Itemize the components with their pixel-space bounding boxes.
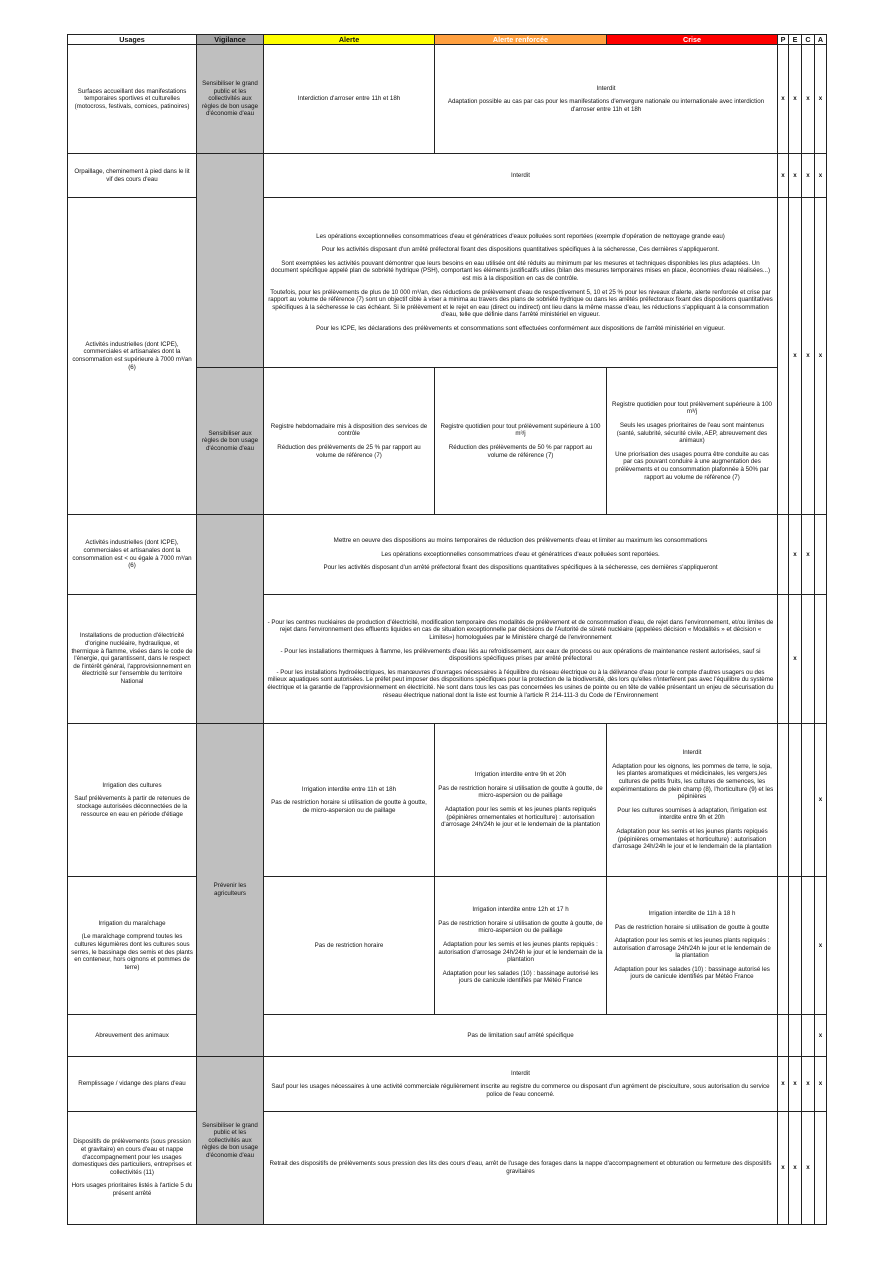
mark-p — [778, 1015, 789, 1057]
measure-text: Les opérations exceptionnelles consommatrices d'eau et génératrices d'eaux polluées sont reportées. — [381, 550, 660, 558]
mark-e: x — [789, 595, 802, 724]
measure-text: Adaptation possible au cas par cas pour les manifestations d'envergure nationale ou internationale avec interdiction d'arroser entre 11h et 18h — [447, 98, 765, 113]
measure-text: Adaptation pour les semis et les jeunes plants repiqués (pépinières ornementales et horticulture) : autorisation d'arrosage 24h/24h le jour et le lendemain de la plantation — [612, 827, 772, 851]
measure-text: Adaptation pour les oignons, les pommes de terre, le soja, les plantes aromatiques et médicinales, les vergers,les cultures de petits fruits, les cultures de semences, les expérimentations de plein champ (8), l'horticulture (9) et les pépinières — [610, 762, 774, 801]
mark-e — [789, 1015, 802, 1057]
usage-note: (Le maraîchage comprend toutes les cultures légumières dont les cultures sous serres, le bassinage des semis et des plants en conteneur, hors oignons et pommes de terre) — [71, 933, 193, 971]
mark-p — [778, 724, 789, 877]
header-crise: Crise — [607, 35, 778, 45]
vigilance-cell: Sensibiliser aux règles de bon usage d'économie d'eau — [197, 368, 264, 515]
measure-text: Pour les ICPE, les déclarations des prélèvements et consommations sont effectuées conformément aux dispositions de l'arrêté ministériel en vigueur. — [316, 324, 725, 332]
measure-text: Adaptation pour les semis et les jeunes plants repiqués (pépinières ornementales et horticulture) : autorisation d'arrosage 24h/24h le jour et le lendemain de la plantation — [440, 806, 601, 829]
mark-e: x — [789, 45, 802, 154]
mark-p — [778, 595, 789, 724]
measure-cell: Interdit — [264, 154, 778, 198]
header-usages: Usages — [68, 35, 197, 45]
measure-text: Pour les cultures soumises à adaptation, l'irrigation est interdite entre 9h et 20h — [617, 806, 767, 822]
mark-p: x — [778, 1112, 789, 1225]
mark-a — [815, 1112, 827, 1225]
mark-p — [778, 877, 789, 1015]
alerte-cell: Pas de restriction horaire — [264, 877, 435, 1015]
alerte-cell: Interdiction d'arroser entre 11h et 18h — [264, 45, 435, 154]
usage-title: Irrigation des cultures — [102, 781, 162, 789]
measure-cell — [264, 1057, 778, 1112]
header-a: A — [815, 35, 827, 45]
measure-text: - Pour les installations thermiques à flamme, les prélèvements d'eau liés au refroidissement, aux eaux de process ou aux opérations de maintenance restent autorisées, sauf si dispositions spécifiques prises par arrêté préfectoral — [280, 647, 761, 663]
table-row — [68, 45, 827, 154]
usage-cell: Remplissage / vidange des plans d'eau — [68, 1057, 197, 1112]
mark-e: x — [789, 1057, 802, 1112]
alerte-renforcee-cell — [435, 368, 607, 515]
usage-cell — [68, 877, 197, 1015]
usage-note: Sauf prélèvements à partir de retenues de stockage autorisées déconnectées de la ressource en eau en période d'étiage — [74, 795, 190, 818]
measure-text: Seuls les usages prioritaires de l'eau sont maintenus (santé, salubrité, sécurité civile, AEP, abreuvement des animaux) — [616, 422, 768, 445]
usage-cell: Abreuvement des animaux — [68, 1015, 197, 1057]
table-row — [68, 1112, 827, 1225]
mark-e: x — [789, 1112, 802, 1225]
mark-p — [778, 198, 789, 515]
mark-c — [802, 1015, 815, 1057]
mark-c — [802, 724, 815, 877]
crise-cell — [607, 368, 778, 515]
measure-text: Sauf pour les usages nécessaires à une activité commerciale régulièrement inscrite au registre du commerce ou disposant d'un agrément de pisciculture, sous autorisation du service police de l'eau concerné. — [271, 1083, 770, 1098]
mark-a — [815, 595, 827, 724]
measure-text: Adaptation pour les semis et les jeunes plants repiqués : autorisation d'arrosage 24h/24h le jour et le lendemain de la plantation — [438, 940, 603, 964]
measure-text: Irrigation interdite entre 11h et 18h — [301, 785, 397, 793]
mark-a: x — [815, 154, 827, 198]
measure-cell — [264, 595, 778, 724]
restrictions-table — [67, 34, 827, 1225]
measure-text: Réduction des prélèvements de 25 % par rapport au volume de référence (7) — [277, 444, 421, 459]
alerte-cell — [264, 724, 435, 877]
measure-text: Registre quotidien pour tout prélèvement supérieure à 100 m³/j — [612, 400, 772, 416]
usage-title: Irrigation du maraîchage — [98, 919, 166, 927]
table-row — [68, 198, 827, 368]
header-alerte: Alerte — [264, 35, 435, 45]
mark-e: x — [789, 154, 802, 198]
header-vigilance: Vigilance — [197, 35, 264, 45]
mark-a — [815, 515, 827, 595]
mark-a: x — [815, 1015, 827, 1057]
crise-cell — [607, 877, 778, 1015]
table-row — [68, 877, 827, 1015]
measure-text: Irrigation interdite entre 12h et 17 h — [472, 906, 569, 914]
measure-text: Une priorisation des usages pourra être conduite au cas par cas pouvant conduire à une augmentation des prélèvements et ou consommation plafonnée à 50% par rapport au volume de référence (7) — [615, 450, 769, 481]
measure-text: Adaptation pour les salades (10) : bassinage autorisé les jours de canicule identifiés par Météo France — [614, 965, 770, 981]
measure-text: - Pour les installations hydroélectriques, les manœuvres d'ouvrages nécessaires à l'équilibre du réseau électrique ou à la délivrance d'eau pour le compte d'autres usagers ou des milieux aquatiques sont autorisées. Le préfet peut imposer des dispositions spécifiques pour la protection de la biodiversité, dès lors qu'elles n'interfèrent pas avec l'équilibre du système électrique et la garantie de l'approvisionnement en électricité. Ne sont dans tous les cas pas concernées les usines de pointe ou en tête de vallée présentant un enjeu de sécurisation du réseau électrique national dont la liste est fournie à l'article R 214-111-3 du Code de l'Environnement — [267, 668, 774, 699]
mark-p — [778, 515, 789, 595]
mark-e: x — [789, 198, 802, 515]
mark-a: x — [815, 45, 827, 154]
measure-text: Interdit — [682, 749, 702, 757]
header-p: P — [778, 35, 789, 45]
mark-a: x — [815, 198, 827, 515]
alerte-cell — [264, 368, 435, 515]
measure-text: Irrigation interdite entre 9h et 20h — [474, 771, 567, 779]
mark-c: x — [802, 515, 815, 595]
measure-text: Pour les activités disposant d'un arrêté préfectoral fixant des dispositions quantitatives spécifiques à la sécheresse, ces dernières s'appliqueront — [323, 564, 718, 572]
mark-e — [789, 877, 802, 1015]
vigilance-cell — [197, 154, 264, 368]
measure-text: Adaptation pour les salades (10) : bassinage autorisé les jours de canicule identifiés par Météo France — [442, 969, 599, 985]
mark-p: x — [778, 45, 789, 154]
measure-cell — [264, 515, 778, 595]
mark-c: x — [802, 1112, 815, 1225]
header-row — [68, 35, 827, 45]
alerte-renforcee-cell — [435, 724, 607, 877]
alerte-renforcee-cell — [435, 877, 607, 1015]
usage-cell: Surfaces accueillant des manifestations temporaires sportives et culturelles (motocross, festivals, comices, patinoires) — [68, 45, 197, 154]
measure-text: Réduction des prélèvements de 50 % par rapport au volume de référence (7) — [448, 444, 593, 459]
vigilance-cell: Sensibiliser le grand public et les collectivités aux règles de bon usage d'économie d'eau — [197, 45, 264, 154]
measure-text: Interdit — [511, 1069, 530, 1077]
mark-c: x — [802, 1057, 815, 1112]
mark-p: x — [778, 1057, 789, 1112]
mark-a: x — [815, 877, 827, 1015]
crise-cell — [607, 724, 778, 877]
table-row — [68, 1015, 827, 1057]
mark-c: x — [802, 45, 815, 154]
mark-c: x — [802, 198, 815, 515]
mark-a: x — [815, 724, 827, 877]
common-measures-cell — [264, 198, 778, 368]
measure-text: Interdit — [596, 84, 616, 92]
measure-cell: Retrait des dispositifs de prélèvements sous pression des lits des cours d'eau, arrêt de l'usage des forages dans la nappe d'accompagnement et obturation ou fermeture des dispositifs gravitaires — [264, 1112, 778, 1225]
usage-cell — [68, 724, 197, 877]
header-alerte-renforcee: Alerte renforcée — [435, 35, 607, 45]
usage-cell: Activités industrielles (dont ICPE), commerciales et artisanales dont la consommation est < ou égale à 7000 m³/an (6) — [68, 515, 197, 595]
table-row — [68, 515, 827, 595]
measure-text: Les opérations exceptionnelles consommatrices d'eau et génératrices d'eaux polluées sont reportées (exemple d'opération de nettoyage grande eau) — [316, 232, 725, 240]
mark-e — [789, 724, 802, 877]
measure-text: Pas de restriction horaire si utilisation de goutte à goutte, de micro-aspersion ou de paillage — [438, 919, 603, 935]
measure-text: Toutefois, pour les prélèvements de plus de 10 000 m³/an, des réductions de prélèvement d'eau de respectivement 5, 10 et 25 % pour les niveaux d'alerte, alerte renforcée et crise par rapport au volume de référence (7) sont un objectif cible à viser a minima au travers des plans de sobriété hydrique ou dans les arrêtés préfectoraux fixant des dispositions quantitatives spécifiques à la sécheresse le cas échéant. Si le prélèvement et le rejet en eau (direct ou indirect) ont lieu dans la même masse d'eau, les réductions s'appliquant à la consommation d'eau, telle que définie dans l'arrêté ministériel en vigueur. — [268, 288, 773, 319]
measure-text: Mettre en oeuvre des dispositions au moins temporaires de réduction des prélèvements d'eau et limiter au maximum les consommations — [333, 537, 708, 545]
usage-cell: Orpaillage, cheminement à pied dans le lit vif des cours d'eau — [68, 154, 197, 198]
measure-text: Sont exemptées les activités pouvant démontrer que leurs besoins en eau utilisée ont été réduits au minimum par les mesures et techniques disponibles les plus adaptées. Un document spécifique appelé plan de sobriété hydrique (PSH), comportant les éléments justificatifs utiles (bilan des mesures temporaires mises en place, économies d'eau réalisées...) est mis à la disposition en cas de contrôle. — [270, 259, 771, 282]
mark-c — [802, 595, 815, 724]
measure-cell: Pas de limitation sauf arrêté spécifique — [264, 1015, 778, 1057]
vigilance-cell: Prévenir les agriculteurs — [197, 724, 264, 1057]
measure-text: - Pour les centres nucléaires de production d'électricité, modification temporaire des modalités de prélèvement et de consommation d'eau, de rejet dans l'environnement, et/ou limites de rejet dans l'environnement des effluents liquides en cas de situation exceptionnelle par décisions de l'Autorité de sûreté nucléaire (appelées décision « Modalités » et décision « Limites») homologuées par le Ministère chargé de l'environnement — [267, 618, 774, 642]
measure-text: Pas de restriction horaire si utilisation de goutte à goutte — [614, 923, 770, 931]
measure-text: Adaptation pour les semis et les jeunes plants repiqués : autorisation d'arrosage 24h/24h le jour et le lendemain de la plantation — [613, 937, 771, 960]
usage-cell: Activités industrielles (dont ICPE), commerciales et artisanales dont la consommation est supérieure à 7000 m³/an (6) — [68, 198, 197, 515]
mark-e: x — [789, 515, 802, 595]
usage-title: Dispositifs de prélèvements (sous pression et gravitaire) en cours d'eau et nappe d'accompagnement pour les usages domestiques des particuliers, entreprises et collectivités (11) — [72, 1138, 192, 1176]
measure-text: Pas de restriction horaire si utilisation de goutte à goutte, de micro-aspersion ou de paillage — [438, 784, 603, 800]
vigilance-cell — [197, 515, 264, 724]
usage-cell — [68, 1112, 197, 1225]
vigilance-cell: Sensibiliser le grand public et les collectivités aux règles de bon usage d'économie d'eau — [197, 1057, 264, 1225]
measure-text: Pas de restriction horaire si utilisation de goutte à goutte, de micro-aspersion ou de paillage — [271, 799, 427, 814]
table-row — [68, 595, 827, 724]
table-row — [68, 1057, 827, 1112]
table-row — [68, 154, 827, 198]
alerte-renforcee-crise-cell — [435, 45, 778, 154]
header-c: C — [802, 35, 815, 45]
measure-text: Irrigation interdite de 11h à 18 h — [648, 909, 736, 917]
mark-a: x — [815, 1057, 827, 1112]
measure-text: Registre quotidien pour tout prélèvement supérieure à 100 m³/j — [440, 422, 601, 438]
mark-c — [802, 877, 815, 1015]
measure-text: Pour les activités disposant d'un arrêté préfectoral fixant des dispositions quantitatives spécifiques à la sécheresse, Ces dernières s'appliqueront. — [321, 246, 720, 254]
measure-text: Registre hebdomadaire mis à disposition des services de contrôle — [270, 422, 428, 438]
usage-note: Hors usages prioritaires listés à l'article 5 du présent arrêté — [71, 1182, 193, 1197]
mark-p: x — [778, 154, 789, 198]
table-row — [68, 724, 827, 877]
usage-cell: Installations de production d'électricité d'origine nucléaire, hydraulique, et thermique à flamme, visées dans le code de l'énergie, qui garantissent, dans le respect de l'intérêt général, l'approvisionnement en électricité sur l'ensemble du territoire National — [68, 595, 197, 724]
mark-c: x — [802, 154, 815, 198]
header-e: E — [789, 35, 802, 45]
